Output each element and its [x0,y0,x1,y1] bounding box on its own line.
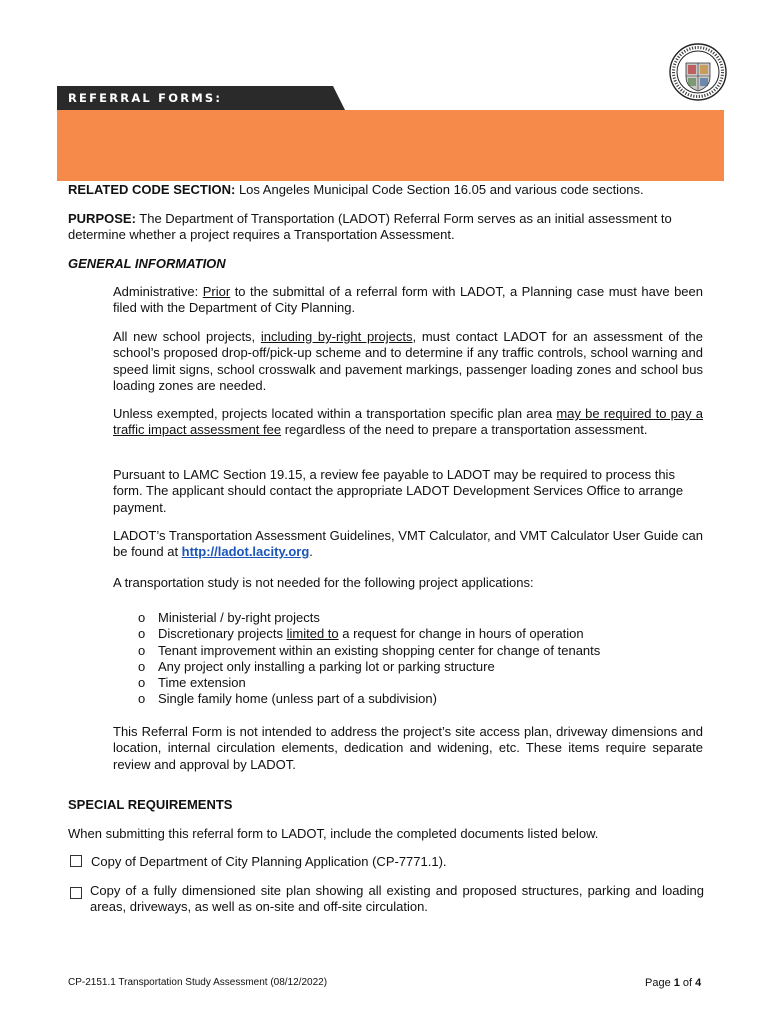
requirement-item-site-plan [70,883,704,916]
banner-bar [57,110,724,181]
city-seal-icon [669,43,727,101]
school-paragraph [113,329,703,394]
purpose-paragraph [68,211,708,244]
related-code-section [68,182,728,198]
list-item [138,643,600,659]
exempt-text-a: Unless exempted, projects located within a transportation specific plan area [113,406,557,421]
scope-note-paragraph: This Referral Form is not intended to address the project’s site access plan, driveway dimensions and location, internal circulation elements, dedication and widening, etc. These items require separate review and approval by LADOT. [113,724,703,772]
page-of: of [679,977,696,989]
page-total: 4 [695,977,702,989]
guide-text-a: LADOT’s Transportation Assessment Guidelines, VMT Calculator, and VMT Calculator User Guide can be found at [113,528,703,560]
bullet-marker: o [138,691,146,707]
banner-title: REFERRAL FORMS: [68,91,223,105]
checkbox[interactable] [70,887,82,899]
related-label: RELATED CODE SECTION: [68,182,236,197]
list-item-text: a request for change in hours of operation [338,626,584,642]
exemption-paragraph [113,406,703,439]
guide-text-c: . [309,544,313,560]
list-item-text: Discretionary projects [158,626,287,642]
exemption-list [138,610,600,708]
list-item [138,626,600,642]
special-requirements-heading: SPECIAL REQUIREMENTS [68,797,233,812]
exempt-fee: may be required to pay a traffic impact assessment fee [113,406,703,438]
school-text-c: , must contact LADOT for an assessment of the school’s proposed drop-off/pick-up scheme and to determine if any traffic controls, school warning and speed limit signs, school crosswalk and pavement markings, passenger loading zones and school bus loading zones are needed. [113,329,703,393]
list-item [138,659,600,675]
study-intro: A transportation study is not needed for the following project applications: [113,575,534,590]
list-item-text: Any project only installing a parking lot or parking structure [158,658,495,674]
special-intro: When submitting this referral form to LADOT, include the completed documents listed below. [68,826,599,841]
page-number: 1 [673,977,680,989]
admin-text-c: to the submittal of a referral form with LADOT, a Planning case must have been filed with the Department of City Planning. [113,284,703,316]
list-item-underlined: limited to [286,626,339,642]
purpose-label: PURPOSE: [68,211,136,226]
fee-paragraph: Pursuant to LAMC Section 19.15, a review fee payable to LADOT may be required to process this form. The applicant should contact the appropriate LADOT Development Services Office to arrange payment. [113,467,684,515]
list-item-text: Single family home (unless part of a subdivision) [158,691,437,707]
list-item [138,675,600,691]
requirement-text: Copy of Department of City Planning Application (CP-7771.1). [91,854,447,869]
requirement-item-application [70,854,705,870]
page-label: Page [645,977,674,989]
checkbox[interactable] [70,855,82,867]
guidelines-paragraph [113,528,703,561]
form-id: CP-2151.1 Transportation Study Assessment (08/12/2022) [68,977,328,988]
ladot-link[interactable]: http://ladot.lacity.org [181,544,310,560]
bullet-marker: o [138,642,146,658]
list-item-text: Ministerial / by-right projects [158,610,320,625]
school-text-a: All new school projects, [113,329,261,344]
bullet-marker: o [138,658,146,674]
general-information-heading: GENERAL INFORMATION [68,256,226,271]
requirement-text: Copy of a fully dimensioned site plan showing all existing and proposed structures, parking and loading areas, driveways, as well as on-site and off-site circulation. [90,883,704,915]
admin-text-a: Administrative: [113,284,203,299]
bullet-marker: o [138,610,146,625]
list-item [138,691,600,707]
list-item-text: Time extension [158,675,246,691]
page-indicator [645,977,701,989]
school-by-right: including by-right projects [260,329,413,344]
admin-prior: Prior [202,284,231,299]
related-text: Los Angeles Municipal Code Section 16.05 and various code sections. [235,182,644,197]
administrative-paragraph [113,284,703,317]
list-item-text: Tenant improvement within an existing shopping center for change of tenants [158,642,601,658]
purpose-text: The Department of Transportation (LADOT) Referral Form serves as an initial assessment to determine whether a project requires a Transportation Assessment. [68,211,672,243]
exempt-text-c: regardless of the need to prepare a transportation assessment. [281,422,648,438]
list-item [138,610,600,626]
bullet-marker: o [138,675,146,691]
bullet-marker: o [138,626,146,642]
